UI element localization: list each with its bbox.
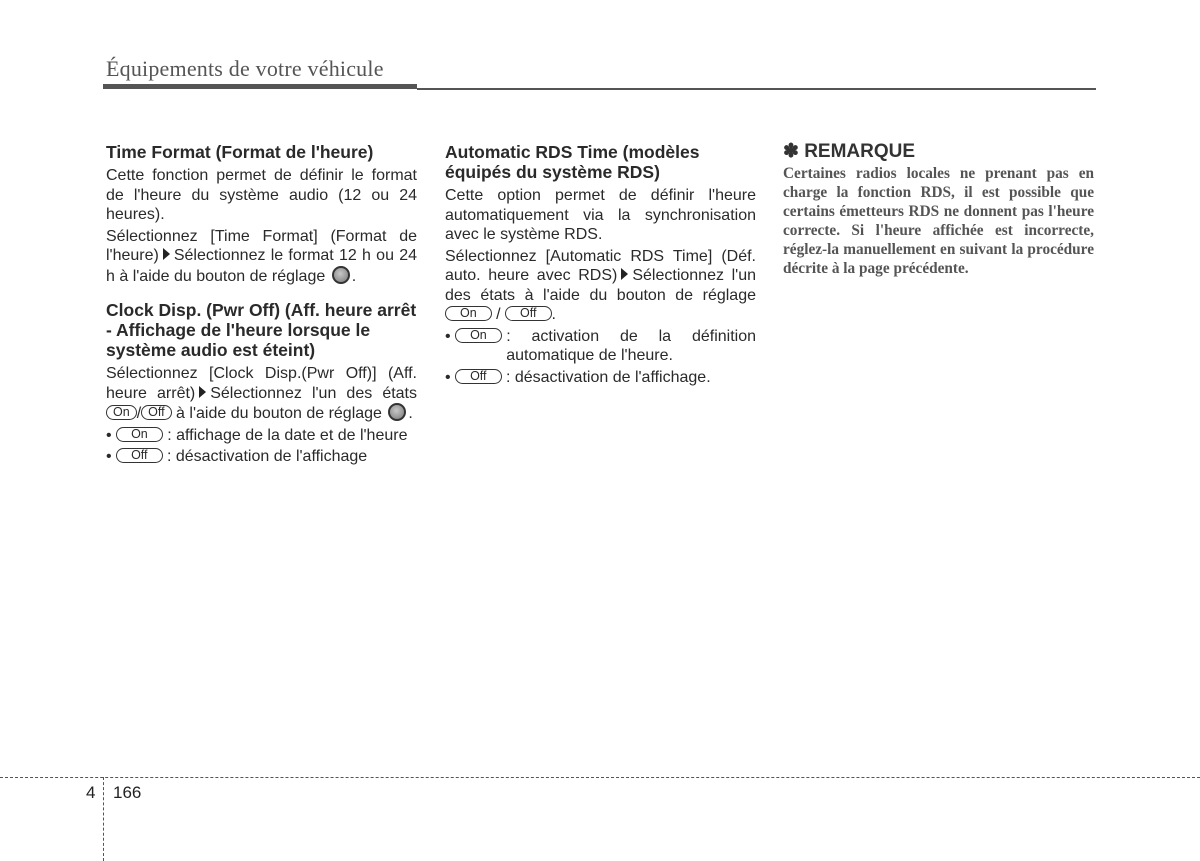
paragraph-time-format-steps <box>106 227 417 287</box>
triangle-right-icon <box>621 268 628 280</box>
heading-time-format: Time Format (Format de l'heure) <box>106 142 374 162</box>
footer-dashed-rule <box>0 777 1200 778</box>
on-button-icon: On <box>106 405 137 420</box>
heading-clock-disp: Clock Disp. (Pwr Off) (Aff. heure arrêt - Affichage de l'heure lorsque le système audio est éteint) <box>106 300 417 360</box>
on-button-icon: On <box>455 328 502 343</box>
column-right <box>783 142 1094 278</box>
text-step-a: Sélectionnez [Time Format] (Format de l'heure) <box>106 227 417 264</box>
text-slash: / <box>136 405 142 422</box>
off-button-icon: Off <box>141 405 171 420</box>
bullet: • <box>106 426 112 444</box>
on-button-icon: On <box>116 427 163 442</box>
list-item-off <box>445 368 756 388</box>
list-item-off <box>106 447 417 467</box>
paragraph-time-format-intro: Cette fonction permet de définir le format de l'heure du système audio (12 ou 24 heures). <box>106 167 417 223</box>
text-period: . <box>351 267 357 285</box>
list-item-on <box>106 426 417 446</box>
header-rule-thick <box>103 84 417 89</box>
triangle-right-icon <box>163 248 170 260</box>
text-period: . <box>408 405 413 422</box>
text-period: . <box>551 306 556 323</box>
column-left <box>106 142 417 469</box>
text-slash: / <box>496 306 501 323</box>
paragraph-rds-intro: Cette option permet de définir l'heure automatiquement via la synchronisation avec le système RDS. <box>445 187 756 243</box>
heading-automatic-rds-time: Automatic RDS Time (modèles équipés du système RDS) <box>445 142 700 182</box>
tuning-knob-icon <box>332 266 350 284</box>
bullet-lead <box>445 327 506 366</box>
off-button-icon: Off <box>116 448 162 463</box>
remark-body: Certaines radios locales ne prenant pas en charge la fonction RDS, il est possible que certains émetteurs RDS ne donnent pas l'heure correcte. Si l'heure affichée est incorrecte, réglez-la manuellement en suivant la procédure décrite à la page précédente. <box>783 165 1094 277</box>
bullet-desc-off: : désactivation de l'affichage <box>166 448 368 465</box>
footer-dashed-divider <box>103 777 104 861</box>
paragraph-clock-disp-steps <box>106 364 417 424</box>
tuning-knob-icon <box>388 403 406 421</box>
remark-heading: ✽ REMARQUE <box>783 141 916 162</box>
page-number: 166 <box>113 783 142 802</box>
off-button-icon: Off <box>505 306 551 321</box>
text-step-b: Sélectionnez l'un des états à l'aide du bouton de réglage <box>445 267 757 304</box>
off-button-icon: Off <box>455 369 501 384</box>
bullet-desc-on: : affichage de la date et de l'heure <box>167 426 408 444</box>
on-button-icon: On <box>445 306 492 321</box>
page-header-title: Équipements de votre véhicule <box>106 56 384 81</box>
bullet: • <box>106 448 112 465</box>
paragraph-rds-steps <box>445 247 756 325</box>
header-rule-thin <box>417 88 1096 90</box>
text-step-b: Sélectionnez l'un des états <box>210 384 417 402</box>
bullet: • <box>445 327 451 345</box>
text-step-b: Sélectionnez le format 12 h ou 24 h à l'aide du bouton de réglage <box>106 247 417 285</box>
triangle-right-icon <box>199 386 206 398</box>
bullet-desc-on: : activation de la définition automatique de l'heure. <box>506 327 756 364</box>
column-middle <box>445 142 756 387</box>
text-step-a: Sélectionnez [Automatic RDS Time] (Déf. auto. heure avec RDS) <box>445 247 756 284</box>
bullet-lead <box>445 368 506 388</box>
text-step-c: à l'aide du bouton de réglage <box>176 405 382 422</box>
text-step-a: Sélectionnez [Clock Disp.(Pwr Off)] (Aff. heure arrêt) <box>106 365 417 402</box>
list-item-on <box>445 327 756 366</box>
section-number: 4 <box>86 783 96 802</box>
bullet: • <box>445 368 451 386</box>
bullet-desc-off: : désactivation de l'affichage. <box>505 368 711 386</box>
